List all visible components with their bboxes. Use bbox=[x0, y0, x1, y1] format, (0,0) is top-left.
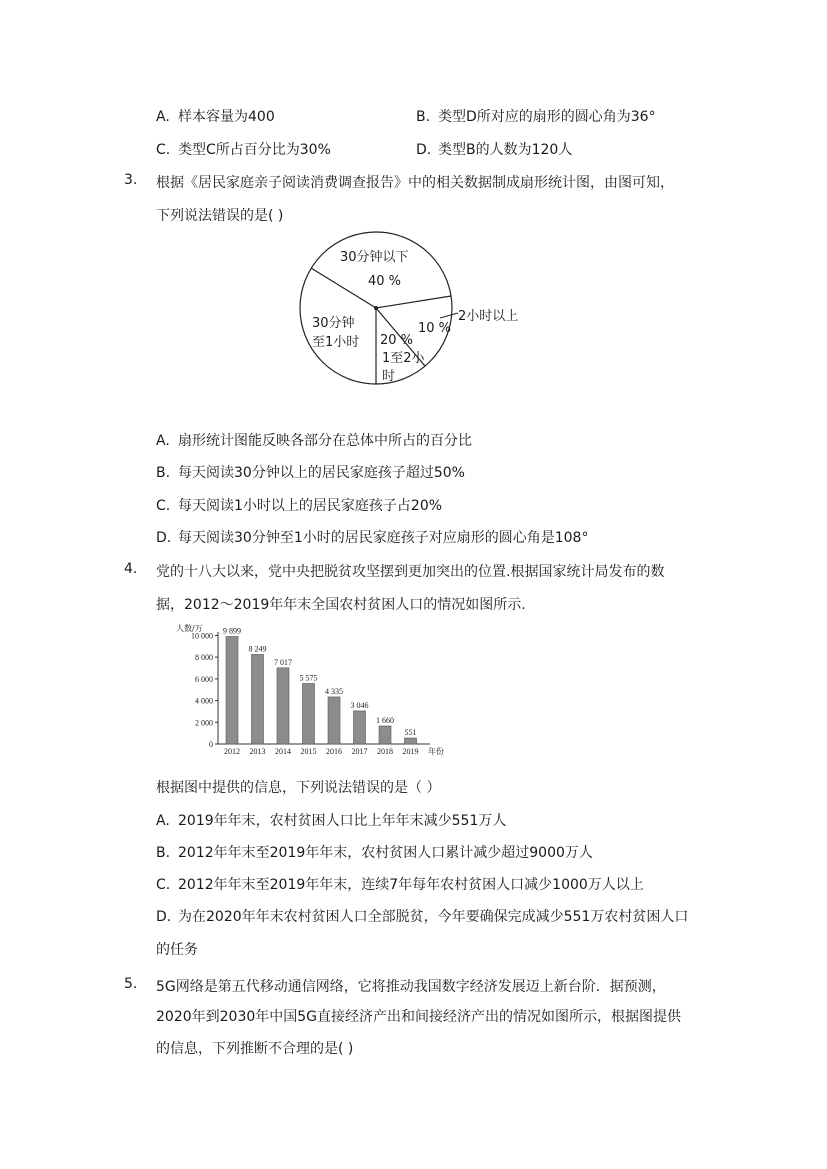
option-text: 样本容量为400 bbox=[178, 109, 275, 125]
q4-number: 4. bbox=[124, 561, 138, 577]
pie-label-over2-pct: 10 % bbox=[418, 321, 452, 336]
option-letter: C. bbox=[156, 142, 171, 158]
option-letter: D. bbox=[156, 530, 172, 546]
pie-label-1to2-a: 1至2小 bbox=[382, 351, 425, 366]
pie-label-30to60-b: 至1小时 bbox=[312, 335, 360, 350]
x-tick-label: 2018 bbox=[377, 747, 393, 756]
y-tick-label: 6 000 bbox=[195, 674, 213, 684]
option-letter: B. bbox=[156, 465, 171, 481]
q5-stem-line2: 2020年到2030年中国5G直接经济产出和间接经济产出的情况如图所示，根据图提供 bbox=[156, 1009, 682, 1025]
x-tick-label: 2017 bbox=[351, 747, 368, 756]
q3-option-d bbox=[156, 527, 588, 547]
q3-stem-line1: 根据《居民家庭亲子阅读消费调查报告》中的相关数据制成扇形统计图，由图可知， bbox=[156, 175, 674, 191]
pie-label-1to2-b: 时 bbox=[382, 369, 396, 384]
q4-question: 根据图中提供的信息，下列说法错误的是（ ） bbox=[156, 780, 441, 796]
q4-stem-line2: 据，2012～2019年年末全国农村贫困人口的情况如图所示. bbox=[156, 597, 526, 613]
bar-value-label: 4 335 bbox=[325, 686, 343, 696]
bar-value-label: 9 899 bbox=[223, 626, 241, 636]
q4-option-d bbox=[156, 906, 688, 926]
option-letter: A. bbox=[156, 109, 170, 125]
pie-label-under30-b: 40 % bbox=[368, 274, 402, 289]
x-tick-label: 2015 bbox=[300, 747, 317, 756]
option-letter: A. bbox=[156, 433, 170, 449]
q2-option-c bbox=[156, 139, 331, 159]
pie-label-30to60-a: 30分钟 bbox=[312, 316, 355, 331]
q2-option-b bbox=[416, 106, 656, 126]
q3-option-b bbox=[156, 462, 465, 482]
x-axis-label: 年份 bbox=[428, 747, 444, 756]
option-text: 扇形统计图能反映各部分在总体中所占的百分比 bbox=[178, 433, 472, 449]
option-text: 类型B的人数为120人 bbox=[438, 142, 573, 158]
x-tick-label: 2013 bbox=[249, 747, 266, 756]
q3-number: 3. bbox=[124, 172, 138, 188]
q4-option-b bbox=[156, 842, 593, 862]
option-text: 2012年年末至2019年年末，农村贫困人口累计减少超过9000万人 bbox=[178, 845, 593, 861]
bar-value-label: 3 046 bbox=[350, 700, 369, 710]
option-letter: C. bbox=[156, 498, 171, 514]
y-axis-label: 人数/万 bbox=[176, 624, 203, 633]
q3-option-a bbox=[156, 430, 472, 450]
option-letter: D. bbox=[416, 142, 432, 158]
option-text: 每天阅读1小时以上的居民家庭孩子占20% bbox=[178, 498, 443, 514]
pie-label-over2-callout: 2小时以上 bbox=[458, 309, 519, 324]
q5-number: 5. bbox=[124, 976, 138, 992]
y-tick-label: 0 bbox=[209, 740, 213, 749]
option-text: 2019年年末，农村贫困人口比上年年末减少551万人 bbox=[178, 813, 507, 829]
bar bbox=[354, 711, 366, 744]
bar-value-label: 5 575 bbox=[299, 673, 318, 683]
q4-stem-line1: 党的十八大以来，党中央把脱贫攻坚摆到更加突出的位置.根据国家统计局发布的数 bbox=[156, 564, 665, 580]
pie-center bbox=[374, 306, 378, 310]
option-letter: A. bbox=[156, 813, 170, 829]
option-letter: B. bbox=[156, 845, 171, 861]
option-letter: B. bbox=[416, 109, 431, 125]
bar bbox=[277, 668, 289, 744]
bar bbox=[328, 697, 340, 744]
q4-option-d-cont: 的任务 bbox=[156, 942, 198, 958]
bar bbox=[226, 637, 238, 744]
bar-value-label: 1 660 bbox=[376, 715, 394, 725]
bar bbox=[252, 654, 264, 744]
q5-stem-line1: 5G网络是第五代移动通信网络，它将推动我国数字经济发展迈上新台阶．据预测， bbox=[156, 979, 666, 995]
x-tick-label: 2019 bbox=[402, 747, 419, 756]
y-tick-label: 2 000 bbox=[195, 718, 213, 728]
q3-option-c bbox=[156, 495, 442, 515]
option-text: 类型C所占百分比为30% bbox=[178, 142, 331, 158]
option-text: 每天阅读30分钟至1小时的居民家庭孩子对应扇形的圆心角是108° bbox=[178, 530, 589, 546]
option-text: 为在2020年年末农村贫困人口全部脱贫，今年要确保完成减少551万农村贫困人口 bbox=[178, 909, 689, 925]
bar-value-label: 7 017 bbox=[274, 657, 292, 667]
bar bbox=[379, 726, 391, 744]
option-text: 每天阅读30分钟以上的居民家庭孩子超过50% bbox=[178, 465, 465, 481]
bar-value-label: 551 bbox=[404, 728, 417, 738]
bar bbox=[303, 683, 315, 744]
y-tick-label: 8 000 bbox=[195, 653, 213, 663]
pie-label-1to2-pct: 20 % bbox=[380, 333, 414, 348]
q3-stem-line2: 下列说法错误的是( ) bbox=[156, 208, 284, 224]
q4-bar-chart bbox=[172, 620, 462, 760]
bar-value-label: 8 249 bbox=[248, 644, 267, 654]
x-tick-label: 2014 bbox=[275, 747, 291, 756]
q5-stem-line3: 的信息，下列推断不合理的是( ) bbox=[156, 1041, 354, 1057]
y-tick-label: 4 000 bbox=[195, 696, 213, 706]
bar bbox=[405, 738, 417, 744]
q4-option-a bbox=[156, 810, 506, 830]
x-tick-label: 2016 bbox=[326, 747, 342, 756]
q4-option-c bbox=[156, 874, 644, 894]
option-text: 2012年年末至2019年年末，连续7年每年农村贫困人口减少1000万人以上 bbox=[178, 877, 644, 893]
pie-label-under30-a: 30分钟以下 bbox=[340, 250, 409, 265]
option-letter: C. bbox=[156, 877, 171, 893]
q2-option-d bbox=[416, 139, 572, 159]
x-tick-label: 2012 bbox=[224, 747, 240, 756]
q3-pie-chart bbox=[290, 222, 540, 394]
option-text: 类型D所对应的扇形的圆心角为36° bbox=[438, 109, 656, 125]
y-tick-label: 10 000 bbox=[191, 631, 213, 641]
option-letter: D. bbox=[156, 909, 172, 925]
q2-option-a bbox=[156, 106, 275, 126]
